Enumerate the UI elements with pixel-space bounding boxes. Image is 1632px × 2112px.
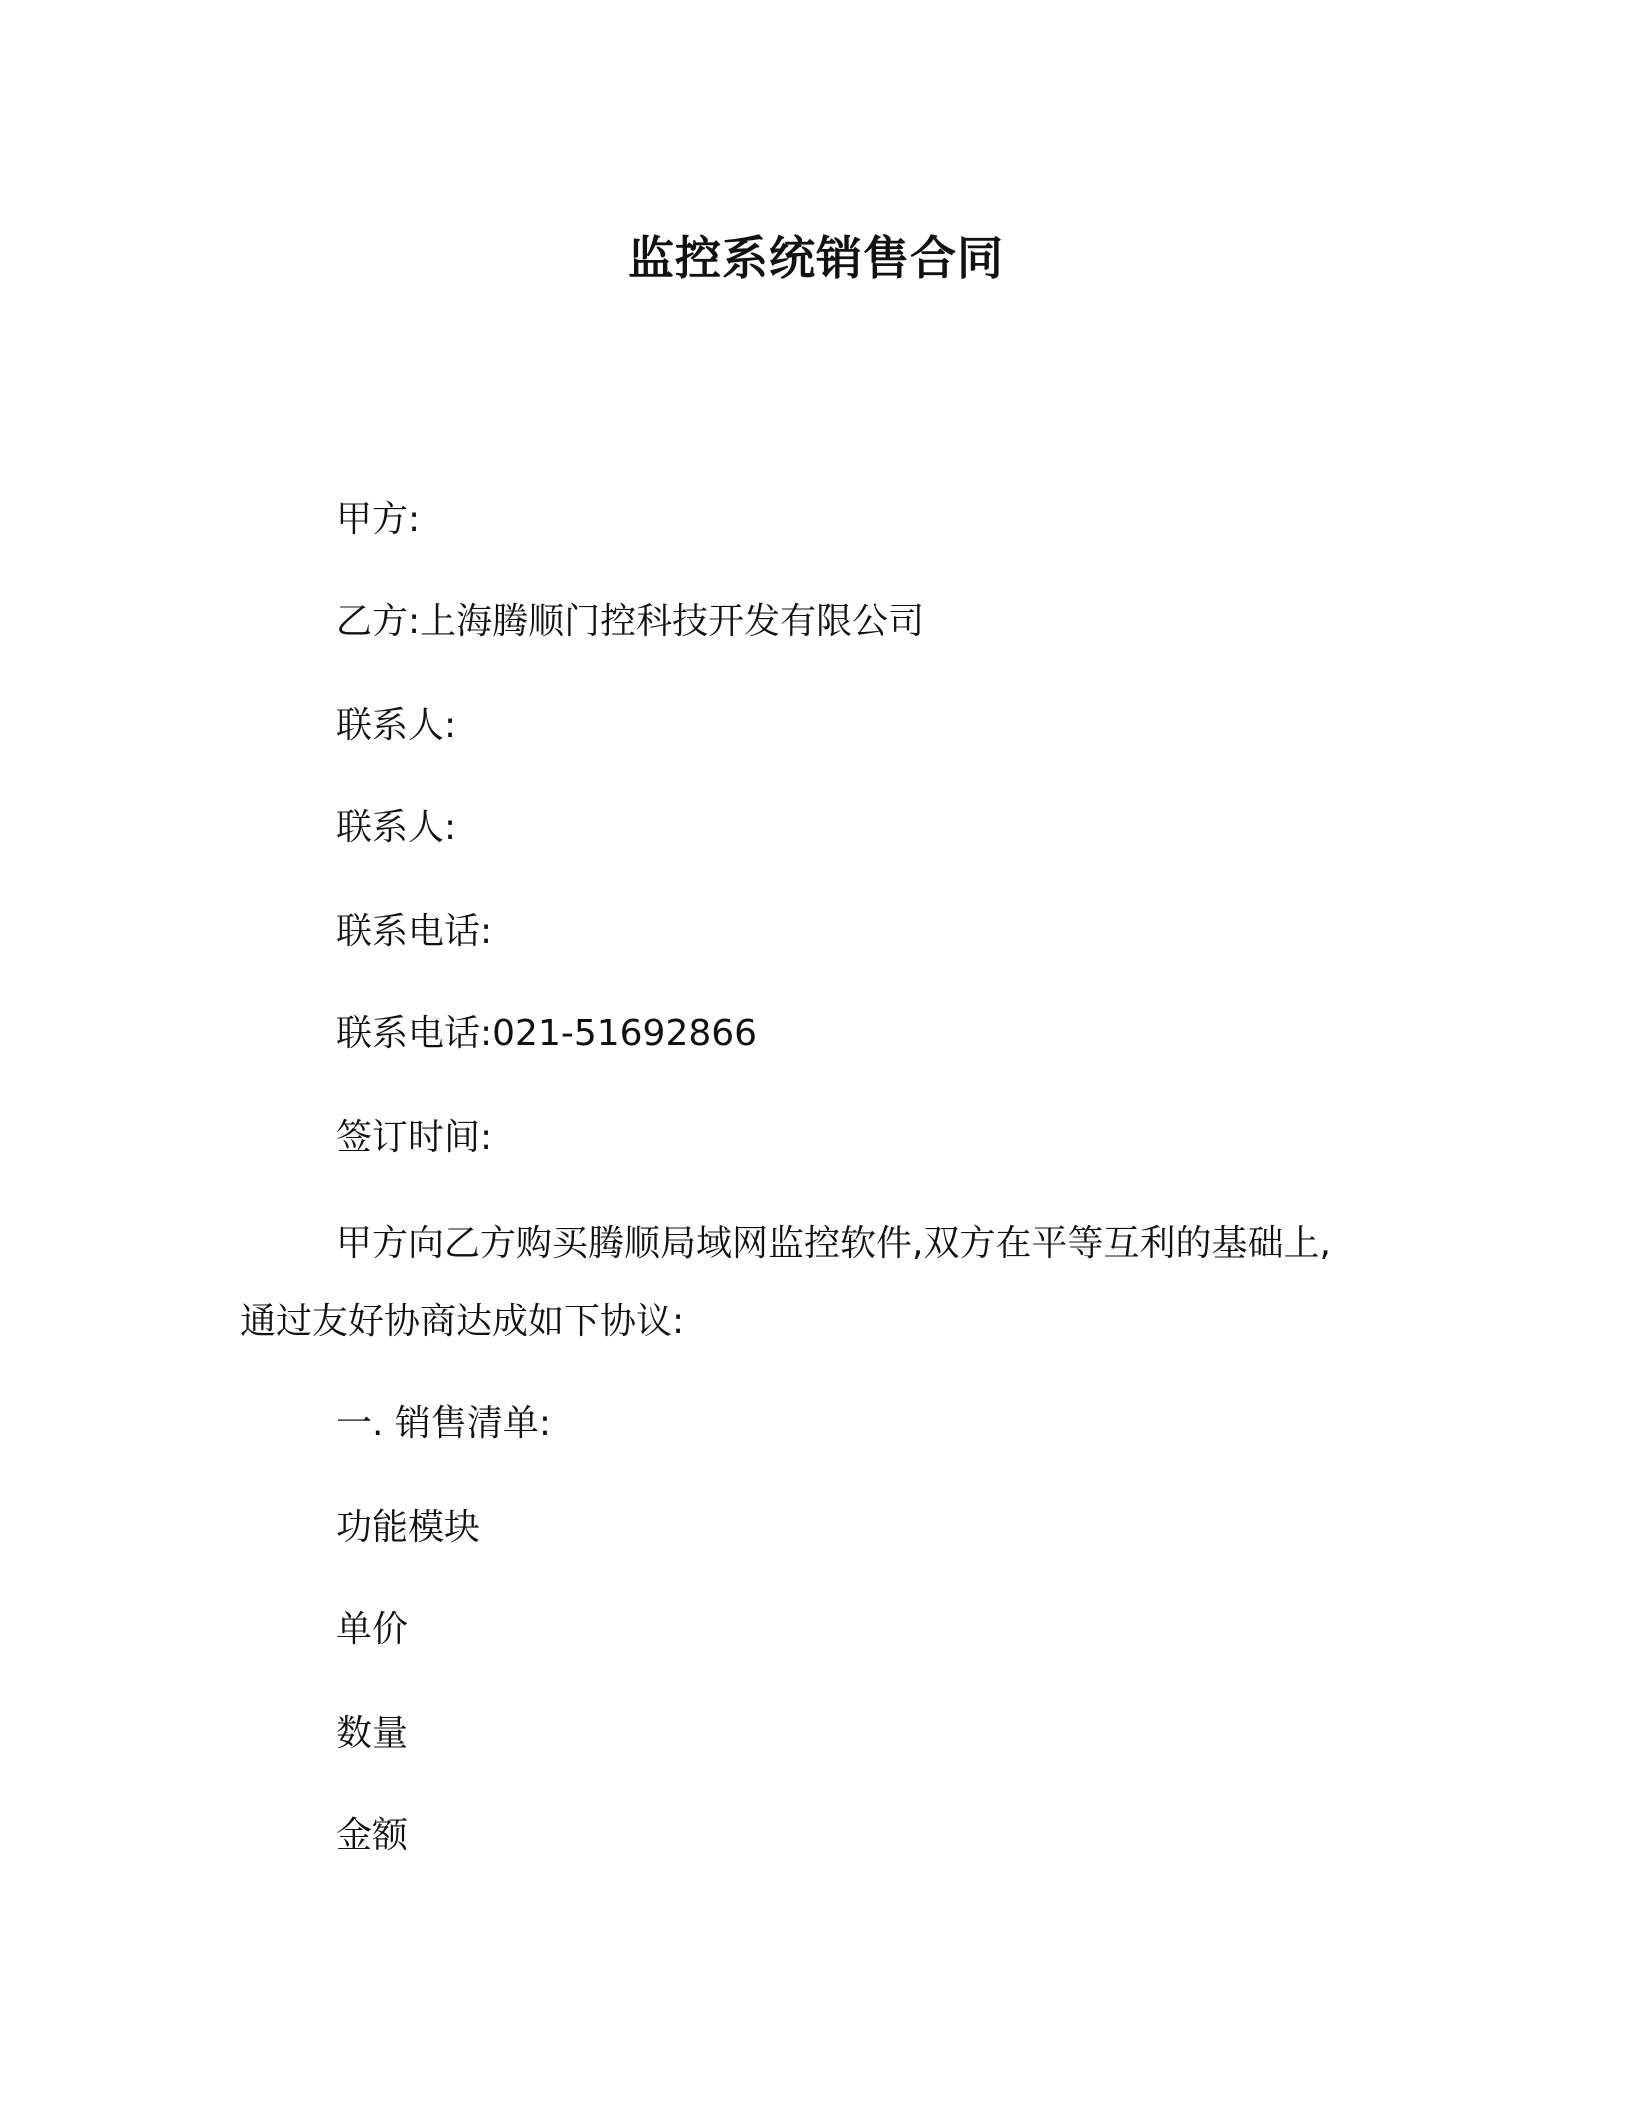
intro-paragraph-line-2: 通过友好协商达成如下协议: [240, 1301, 685, 1342]
sales-list-unit-price: 单价 [336, 1609, 409, 1650]
sales-list-module: 功能模块 [336, 1507, 481, 1548]
section-1-heading: 一. 销售清单: [336, 1403, 552, 1444]
phone-a-label: 联系电话: [336, 911, 493, 952]
sales-list-amount: 金额 [336, 1815, 409, 1856]
contact-a-label: 联系人: [336, 705, 457, 746]
intro-paragraph-line-1: 甲方向乙方购买腾顺局域网监控软件,双方在平等互利的基础上, [336, 1223, 1331, 1264]
document-title: 监控系统销售合同 [628, 231, 1004, 285]
phone-b-label: 联系电话:021-51692866 [336, 1013, 758, 1054]
party-a-label: 甲方: [336, 499, 421, 540]
sign-date-label: 签订时间: [336, 1117, 493, 1158]
party-b-label: 乙方:上海腾顺门控科技开发有限公司 [336, 601, 925, 642]
contact-b-label: 联系人: [336, 807, 457, 848]
sales-list-quantity: 数量 [336, 1713, 409, 1754]
